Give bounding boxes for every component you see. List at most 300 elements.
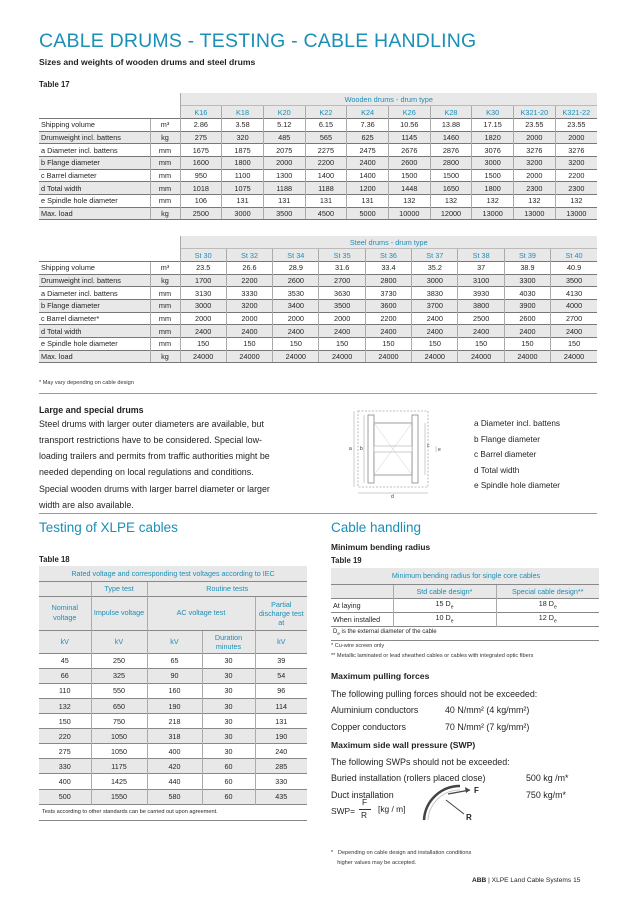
row-label: Max. load — [39, 207, 150, 220]
page-title: CABLE DRUMS - TESTING - CABLE HANDLING — [39, 30, 477, 52]
table-cell: 1300 — [263, 169, 305, 182]
table-cell: 3100 — [458, 274, 504, 287]
table-cell: 24000 — [226, 350, 272, 363]
table-cell: 2600 — [273, 274, 319, 287]
row-label: Shipping volume — [39, 118, 150, 131]
table-cell: 131 — [305, 195, 347, 208]
table-row — [39, 156, 597, 169]
row-label: d Total width — [39, 182, 150, 195]
table-row — [39, 195, 597, 208]
table-cell: 565 — [305, 131, 347, 144]
table-row — [39, 261, 597, 274]
table19-caption: Minimum bending radius for single core cables — [391, 571, 541, 581]
table-cell: 30 — [202, 683, 255, 698]
table-cell: 420 — [147, 759, 202, 774]
row-unit: mm — [150, 287, 180, 300]
swp-note: * Depending on cable design and installation conditions higher values may be accepted. — [331, 850, 472, 866]
table-cell: 3000 — [472, 156, 514, 169]
table-cell: 2475 — [347, 144, 389, 157]
bending-heading: Minimum bending radius — [331, 542, 431, 552]
table-cell: 3830 — [412, 287, 458, 300]
row-label: c Barrel diameter — [39, 169, 150, 182]
table-cell: 2000 — [514, 169, 556, 182]
table-cell: 3200 — [514, 156, 556, 169]
table-row — [39, 668, 307, 683]
table-cell: 2400 — [412, 325, 458, 338]
table-cell: 3400 — [273, 299, 319, 312]
diagram-letter-a: a — [349, 446, 352, 452]
table-row — [39, 744, 307, 759]
table-cell: 2700 — [551, 312, 597, 325]
table-cell: 2000 — [273, 312, 319, 325]
table-cell: 1188 — [263, 182, 305, 195]
table-cell: 3500 — [319, 299, 365, 312]
table-cell: 23.55 — [555, 118, 597, 131]
wooden-type-header: K22 — [305, 106, 347, 119]
table-cell: 2000 — [555, 131, 597, 144]
table-cell: 96 — [255, 683, 307, 698]
table-cell: 220 — [39, 729, 91, 744]
table-row — [39, 338, 597, 351]
table-cell: 3076 — [472, 144, 514, 157]
table-cell: 30 — [202, 714, 255, 729]
row-unit: kg — [150, 131, 180, 144]
table-cell: 1675 — [180, 144, 222, 157]
row-unit: mm — [150, 144, 180, 157]
table-cell: 3300 — [504, 274, 550, 287]
pulling-forces: The following pulling forces should not be exceeded: Aluminium conductors 40 N/mm² (4 kg/mm²) Copper conductors 70 N/mm² (7 kg/mm²) — [331, 689, 538, 732]
table-cell: 24000 — [551, 350, 597, 363]
table18-note: Tests according to other standards can be carried out upon agreement. — [39, 804, 307, 820]
table-cell: 1550 — [91, 789, 147, 804]
table-cell: 218 — [147, 714, 202, 729]
table-cell: 2275 — [305, 144, 347, 157]
table-cell: 318 — [147, 729, 202, 744]
table-cell: 1800 — [222, 156, 264, 169]
row-label: d Total width — [39, 325, 150, 338]
row-label: Drumweight incl. battens — [39, 274, 150, 287]
table-cell: 190 — [147, 698, 202, 713]
table-cell: 60 — [202, 789, 255, 804]
wooden-type-header: K30 — [472, 106, 514, 119]
wooden-drums-table — [39, 93, 597, 220]
row-unit: mm — [150, 312, 180, 325]
row-label: Drumweight incl. battens — [39, 131, 150, 144]
col-partial: Partial discharge test at — [255, 596, 307, 630]
table-cell: 17.15 — [472, 118, 514, 131]
table-cell: 285 — [255, 759, 307, 774]
table-cell: 2800 — [365, 274, 411, 287]
table-cell: 3000 — [180, 299, 226, 312]
table-cell: 24000 — [365, 350, 411, 363]
table-cell: 1875 — [222, 144, 264, 157]
table-cell: 3276 — [514, 144, 556, 157]
special-design-header: Special cable design** — [496, 584, 599, 598]
table-cell: 2400 — [273, 325, 319, 338]
table-cell: 950 — [180, 169, 222, 182]
table17-label: Table 17 — [39, 80, 70, 89]
table-row — [39, 774, 307, 789]
divider — [39, 513, 597, 514]
table-cell: 13.88 — [430, 118, 472, 131]
table-cell: 150 — [226, 338, 272, 351]
row-unit: mm — [150, 338, 180, 351]
diagram-letter-b: b — [360, 446, 363, 452]
table-cell: 1500 — [430, 169, 472, 182]
table-cell: 30 — [202, 729, 255, 744]
table-cell: 3200 — [555, 156, 597, 169]
table-cell: 1700 — [180, 274, 226, 287]
table-row — [39, 729, 307, 744]
table-cell: 3930 — [458, 287, 504, 300]
table-cell: 2500 — [458, 312, 504, 325]
unit-kv: kV — [255, 630, 307, 653]
table-cell: 66 — [39, 668, 91, 683]
table-cell: 60 — [202, 774, 255, 789]
table-row — [39, 287, 597, 300]
page-subtitle: Sizes and weights of wooden drums and steel drums — [39, 57, 256, 67]
wooden-type-header: K24 — [347, 106, 389, 119]
table-row — [39, 714, 307, 729]
unit-kv: kV — [147, 630, 202, 653]
table-cell: 1175 — [91, 759, 147, 774]
unit-kv: kV — [39, 630, 91, 653]
table-cell: 3630 — [319, 287, 365, 300]
table-cell: 1500 — [388, 169, 430, 182]
table-cell: 3.58 — [222, 118, 264, 131]
table-cell: 150 — [412, 338, 458, 351]
table19-label: Table 19 — [331, 556, 362, 565]
table-cell: 90 — [147, 668, 202, 683]
table-cell: 2500 — [180, 207, 222, 220]
table-cell: 6.15 — [305, 118, 347, 131]
table18-caption: Rated voltage and corresponding test voltages according to IEC — [39, 566, 307, 581]
table-cell: 3500 — [551, 274, 597, 287]
table-cell: 330 — [39, 759, 91, 774]
handling-heading: Cable handling — [331, 520, 422, 535]
row-label: b Flange diameter — [39, 156, 150, 169]
table-cell: 500 — [39, 789, 91, 804]
table-cell: 1600 — [180, 156, 222, 169]
table-cell: 150 — [319, 338, 365, 351]
row-unit: mm — [150, 169, 180, 182]
col-nominal: Nominal voltage — [39, 596, 91, 630]
table-cell: 3000 — [222, 207, 264, 220]
table-cell: 132 — [39, 698, 91, 713]
table-row — [39, 312, 597, 325]
table-cell: 24000 — [319, 350, 365, 363]
table-cell: 2075 — [263, 144, 305, 157]
steel-drums-table — [39, 236, 597, 363]
table-cell: 1050 — [91, 744, 147, 759]
table-cell: 150 — [458, 338, 504, 351]
table-row — [39, 653, 307, 668]
table-cell: 275 — [39, 744, 91, 759]
row-label: a Diameter incl. battens — [39, 287, 150, 300]
table-cell: 3200 — [226, 299, 272, 312]
table-cell: 2600 — [504, 312, 550, 325]
table-cell: 2300 — [514, 182, 556, 195]
table-cell: 131 — [263, 195, 305, 208]
table-row — [39, 144, 597, 157]
table-cell: 131 — [222, 195, 264, 208]
table-cell: 5.12 — [263, 118, 305, 131]
table-cell: 24000 — [412, 350, 458, 363]
table-cell: 2400 — [458, 325, 504, 338]
table-cell: 2400 — [504, 325, 550, 338]
table-cell: 2400 — [551, 325, 597, 338]
pulling-heading: Maximum pulling forces — [331, 671, 430, 681]
table-cell: 3900 — [504, 299, 550, 312]
table-cell: 132 — [514, 195, 556, 208]
row-unit: mm — [150, 182, 180, 195]
table-cell: 39 — [255, 653, 307, 668]
table-cell: 275 — [180, 131, 222, 144]
table-cell: 3330 — [226, 287, 272, 300]
table-cell: 24000 — [180, 350, 226, 363]
table-cell: 5000 — [347, 207, 389, 220]
table-cell: 132 — [555, 195, 597, 208]
table-cell: 3600 — [365, 299, 411, 312]
table-cell: 2200 — [305, 156, 347, 169]
steel-type-header: St 32 — [226, 249, 272, 262]
table-cell: 1100 — [222, 169, 264, 182]
table-cell: 2876 — [430, 144, 472, 157]
table-cell: 320 — [222, 131, 264, 144]
row-label: e Spindle hole diameter — [39, 195, 150, 208]
table-cell: 580 — [147, 789, 202, 804]
row-when-installed: When installed — [331, 612, 393, 626]
type-test-label: Type test — [91, 581, 147, 596]
table-row — [39, 759, 307, 774]
table-cell: 30 — [202, 668, 255, 683]
wooden-type-header: K321-20 — [514, 106, 556, 119]
table-cell: 12000 — [430, 207, 472, 220]
table-cell: 40.9 — [551, 261, 597, 274]
table-cell: 440 — [147, 774, 202, 789]
table-cell: 2676 — [388, 144, 430, 157]
table-cell: 24000 — [504, 350, 550, 363]
diagram-letter-d: d — [391, 494, 394, 499]
table-row — [39, 182, 597, 195]
table-cell: 38.9 — [504, 261, 550, 274]
table-cell: 13000 — [514, 207, 556, 220]
table-cell: 24000 — [273, 350, 319, 363]
table-cell: 30 — [202, 698, 255, 713]
table-cell: 7.36 — [347, 118, 389, 131]
large-drums-paragraph-2: Special wooden drums with larger barrel diameter or larger width are also available. — [39, 484, 270, 511]
table-cell: 28.9 — [273, 261, 319, 274]
row-label: c Barrel diameter* — [39, 312, 150, 325]
table-cell: 485 — [263, 131, 305, 144]
table-cell: 400 — [147, 744, 202, 759]
table-cell: 13000 — [555, 207, 597, 220]
table-cell: 1460 — [430, 131, 472, 144]
divider — [39, 393, 597, 394]
table-row — [39, 274, 597, 287]
table-cell: 150 — [365, 338, 411, 351]
table-cell: 3800 — [458, 299, 504, 312]
col-ac: AC voltage test — [147, 596, 255, 630]
table-cell: 26.6 — [226, 261, 272, 274]
table-cell: 114 — [255, 698, 307, 713]
table-cell: 2000 — [263, 156, 305, 169]
table-cell: 2800 — [430, 156, 472, 169]
row-unit: mm — [150, 195, 180, 208]
de-note: $D_e$ is the external diameter of the cable — [331, 626, 599, 640]
table-cell: 435 — [255, 789, 307, 804]
table-cell: 3500 — [263, 207, 305, 220]
wooden-group-header: Wooden drums - drum type — [180, 93, 597, 106]
table-cell: 1800 — [472, 182, 514, 195]
table-row — [39, 683, 307, 698]
table-cell: 3730 — [365, 287, 411, 300]
table-cell: 2200 — [226, 274, 272, 287]
col-impulse: Impulse voltage — [91, 596, 147, 630]
row-label: Max. load — [39, 350, 150, 363]
table-cell: 10000 — [388, 207, 430, 220]
row-label: e Spindle hole diameter — [39, 338, 150, 351]
wooden-type-header: K26 — [388, 106, 430, 119]
table-cell: 3276 — [555, 144, 597, 157]
table-cell: 4000 — [551, 299, 597, 312]
force-diagram — [420, 780, 500, 824]
table-cell: 2400 — [319, 325, 365, 338]
table-cell: 60 — [202, 759, 255, 774]
table-cell: 10.56 — [388, 118, 430, 131]
std-design-header: Std cable design* — [393, 584, 496, 598]
table-cell: 2400 — [180, 325, 226, 338]
xlpe-heading: Testing of XLPE cables — [39, 520, 178, 535]
table-cell: 250 — [91, 653, 147, 668]
table-row — [39, 169, 597, 182]
row-unit: mm — [150, 299, 180, 312]
table-cell: 132 — [430, 195, 472, 208]
table-row — [39, 350, 597, 363]
table-cell: 106 — [180, 195, 222, 208]
table-cell: 1425 — [91, 774, 147, 789]
routine-tests-label: Routine tests — [147, 581, 307, 596]
table-cell: 625 — [347, 131, 389, 144]
table-cell: 1200 — [347, 182, 389, 195]
xlpe-test-table — [39, 566, 307, 821]
table-cell: 4130 — [551, 287, 597, 300]
swp-values: The following SWPs should not be exceeded: Buried installation (rollers placed close) 500 kg /m* Duct installation 750 kg/m* — [331, 757, 569, 800]
steel-type-header: St 40 — [551, 249, 597, 262]
table-cell: 30 — [202, 744, 255, 759]
drum-legend: a Diameter incl. battens b Flange diameter c Barrel diameter d Total width e Spindle hole diameter — [474, 419, 561, 491]
table-cell: 110 — [39, 683, 91, 698]
table-cell: 1820 — [472, 131, 514, 144]
table-cell: 1500 — [472, 169, 514, 182]
table-cell: 132 — [472, 195, 514, 208]
table-cell: 3130 — [180, 287, 226, 300]
row-at-laying: At laying — [331, 598, 393, 612]
table-cell: 2700 — [319, 274, 365, 287]
table-cell: 24000 — [458, 350, 504, 363]
table-cell: 330 — [255, 774, 307, 789]
diagram-letter-e: e — [438, 447, 441, 453]
table-cell: 1050 — [91, 729, 147, 744]
table-cell: 35.2 — [412, 261, 458, 274]
row-unit: kg — [150, 207, 180, 220]
steel-type-header: St 38 — [458, 249, 504, 262]
table-row — [39, 698, 307, 713]
table-cell: 1400 — [305, 169, 347, 182]
steel-group-header: Steel drums - drum type — [180, 236, 597, 249]
diagram-letter-c: c — [427, 443, 430, 449]
table-cell: 150 — [551, 338, 597, 351]
table-cell: 23.55 — [514, 118, 556, 131]
table-cell: 1075 — [222, 182, 264, 195]
steel-type-header: St 35 — [319, 249, 365, 262]
table17-footnote: * May vary depending on cable design — [39, 380, 134, 386]
wooden-type-header: K20 — [263, 106, 305, 119]
row-label: Shipping volume — [39, 261, 150, 274]
drum-diagram — [340, 403, 460, 499]
table-cell: 150 — [273, 338, 319, 351]
table-cell: 2000 — [514, 131, 556, 144]
row-label: b Flange diameter — [39, 299, 150, 312]
swp-heading: Maximum side wall pressure (SWP) — [331, 740, 476, 750]
table-cell: 2000 — [226, 312, 272, 325]
table-cell: 190 — [255, 729, 307, 744]
table-cell: 37 — [458, 261, 504, 274]
table-cell: 31.6 — [319, 261, 365, 274]
row-unit: mm — [150, 156, 180, 169]
page-footer: ABB | XLPE Land Cable Systems 15 — [472, 877, 581, 884]
row-unit: kg — [150, 350, 180, 363]
row-unit: m³ — [150, 118, 180, 131]
table-cell: 13000 — [472, 207, 514, 220]
table-cell: 2300 — [555, 182, 597, 195]
table-cell: 2000 — [319, 312, 365, 325]
table-row — [39, 789, 307, 804]
table-cell: 1650 — [430, 182, 472, 195]
force-R-label: R — [466, 813, 472, 822]
steel-type-header: St 34 — [273, 249, 319, 262]
table-cell: 131 — [347, 195, 389, 208]
table-cell: 2400 — [347, 156, 389, 169]
row-unit: kg — [150, 274, 180, 287]
wooden-type-header: K16 — [180, 106, 222, 119]
table-cell: 65 — [147, 653, 202, 668]
table-cell: 550 — [91, 683, 147, 698]
large-drums-heading: Large and special drums — [39, 405, 144, 415]
table-cell: 750 — [91, 714, 147, 729]
wooden-type-header: K18 — [222, 106, 264, 119]
table-cell: 325 — [91, 668, 147, 683]
unit-kv: kV — [91, 630, 147, 653]
table-cell: 30 — [202, 653, 255, 668]
table-cell: 160 — [147, 683, 202, 698]
table19-notes: * Cu-wire screen only ** Metallic laminated or lead sheathed cables or cables with integrated optic fibers — [331, 643, 534, 659]
table-cell: 150 — [180, 338, 226, 351]
table-cell: 650 — [91, 698, 147, 713]
table-cell: 3700 — [412, 299, 458, 312]
table-cell: 33.4 — [365, 261, 411, 274]
table-row — [39, 207, 597, 220]
row-unit: m³ — [150, 261, 180, 274]
row-label: a Diameter incl. battens — [39, 144, 150, 157]
table-cell: 1188 — [305, 182, 347, 195]
table-cell: 2600 — [388, 156, 430, 169]
table-cell: 2400 — [412, 312, 458, 325]
table18-label: Table 18 — [39, 555, 70, 564]
table-cell: 3000 — [412, 274, 458, 287]
wooden-type-header: K321-22 — [555, 106, 597, 119]
table-cell: 3530 — [273, 287, 319, 300]
